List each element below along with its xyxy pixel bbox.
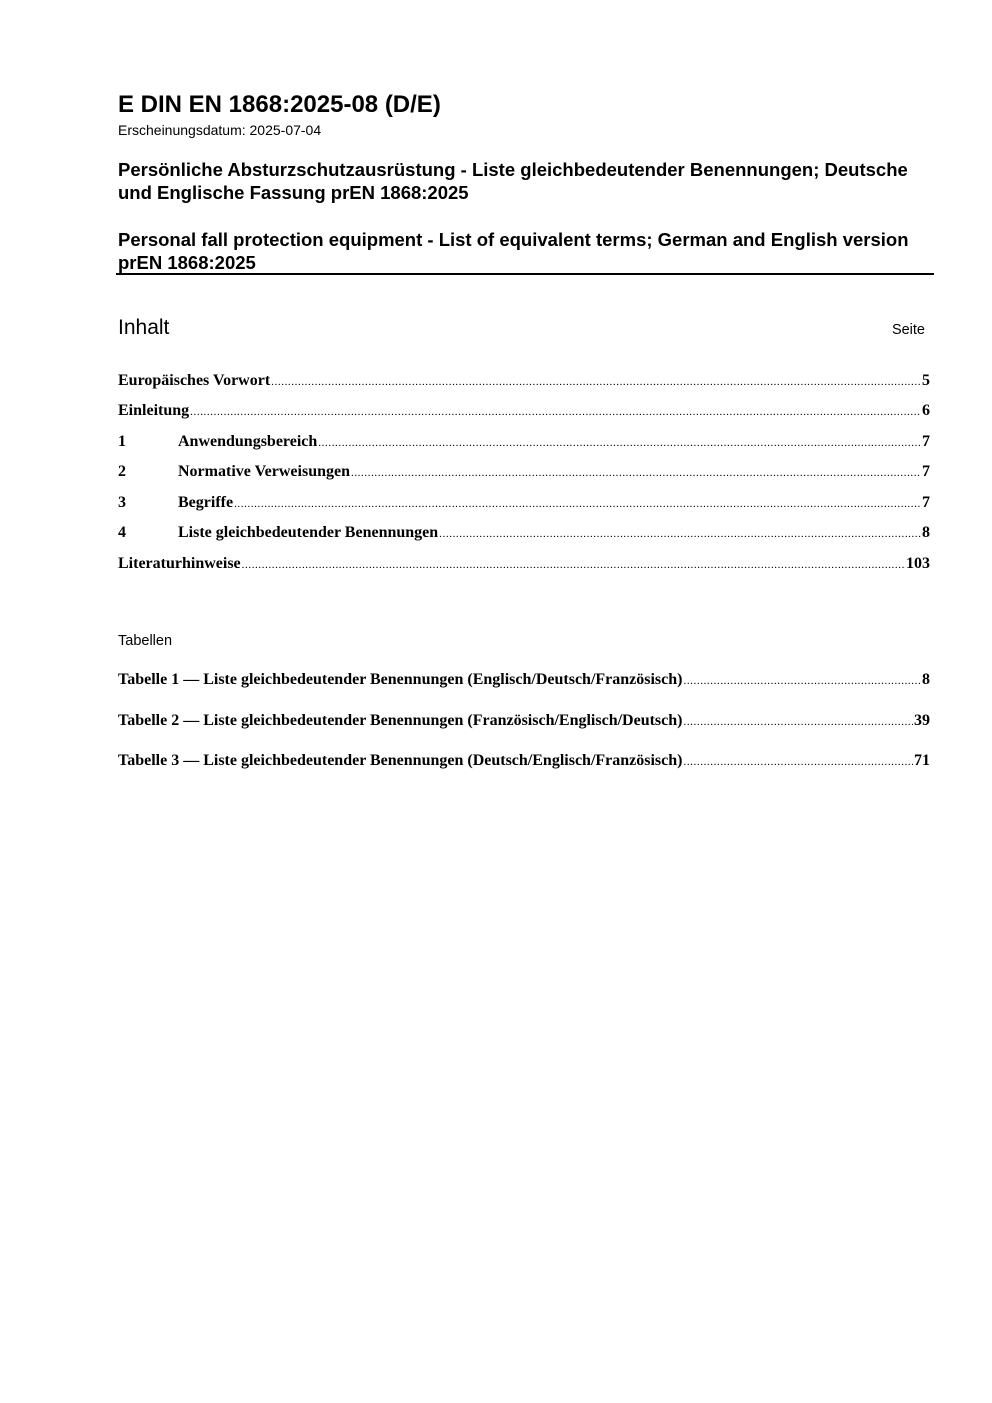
toc-entry-page: 7 <box>922 463 930 480</box>
toc-entry-label: Anwendungsbereich <box>178 433 318 450</box>
toc-leader <box>351 461 921 483</box>
table-entry-page: 39 <box>914 712 930 729</box>
toc-entry-vorwort[interactable] <box>118 370 930 392</box>
toc-entry-page: 7 <box>922 433 930 450</box>
toc-entry-page: 6 <box>922 402 930 419</box>
table-entry-page: 8 <box>922 671 930 688</box>
toc-entry-page: 5 <box>922 372 930 389</box>
toc-leader <box>683 750 913 772</box>
toc-entry-label: Europäisches Vorwort <box>118 372 271 389</box>
toc-entry-section-4[interactable] <box>118 522 930 544</box>
toc-leader <box>318 431 921 453</box>
table-entry-3[interactable] <box>118 750 930 772</box>
toc-entry-label: Begriffe <box>178 494 234 511</box>
table-entry-label: Tabelle 3 — Liste gleichbedeutender Benennungen (Deutsch/Englisch/Französisch) <box>118 752 683 769</box>
toc-entry-number: 4 <box>118 524 126 541</box>
tables-heading: Tabellen <box>118 633 173 649</box>
toc-entry-label: Liste gleichbedeutender Benennungen <box>178 524 439 541</box>
toc-leader <box>271 370 921 392</box>
table-entry-page: 71 <box>914 752 930 769</box>
toc-entry-label: Einleitung <box>118 402 190 419</box>
document-id: E DIN EN 1868:2025-08 (D/E) <box>118 91 441 118</box>
toc-entry-label: Normative Verweisungen <box>178 463 350 480</box>
toc-entry-number: 3 <box>118 494 126 511</box>
table-entry-label: Tabelle 2 — Liste gleichbedeutender Benennungen (Französisch/Englisch/Deutsch) <box>118 712 683 729</box>
toc-entry-section-2[interactable] <box>118 461 930 483</box>
toc-leader <box>242 553 905 575</box>
toc-leader <box>190 400 921 422</box>
toc-entry-section-3[interactable] <box>118 492 930 514</box>
toc-entry-section-1[interactable] <box>118 431 930 453</box>
toc-entry-einleitung[interactable] <box>118 400 930 422</box>
table-entry-1[interactable] <box>118 669 930 691</box>
toc-leader <box>683 710 913 732</box>
toc-leader <box>683 669 921 691</box>
toc-entry-number: 2 <box>118 463 126 480</box>
toc-leader <box>439 522 921 544</box>
toc-entry-label: Literaturhinweise <box>118 555 241 572</box>
title-english: Personal fall protection equipment - List of equivalent terms; German and English version prEN 1868:2025 <box>118 229 909 273</box>
title-divider <box>116 273 934 275</box>
toc-entry-literatur[interactable] <box>118 553 930 575</box>
toc-page-column-label: Seite <box>891 322 925 338</box>
toc-entry-page: 7 <box>922 494 930 511</box>
toc-entry-number: 1 <box>118 433 126 450</box>
publication-date: Erscheinungsdatum: 2025-07-04 <box>118 122 322 138</box>
toc-entry-page: 103 <box>906 555 930 572</box>
table-entry-label: Tabelle 1 — Liste gleichbedeutender Benennungen (Englisch/Deutsch/Französisch) <box>118 671 683 688</box>
title-german: Persönliche Absturzschutzausrüstung - Liste gleichbedeutender Benennungen; Deutsche und Englische Fassung prEN 1868:2025 <box>118 159 908 203</box>
toc-leader <box>234 492 921 514</box>
table-entry-2[interactable] <box>118 710 930 732</box>
toc-heading: Inhalt <box>118 316 170 339</box>
toc-entry-page: 8 <box>922 524 930 541</box>
